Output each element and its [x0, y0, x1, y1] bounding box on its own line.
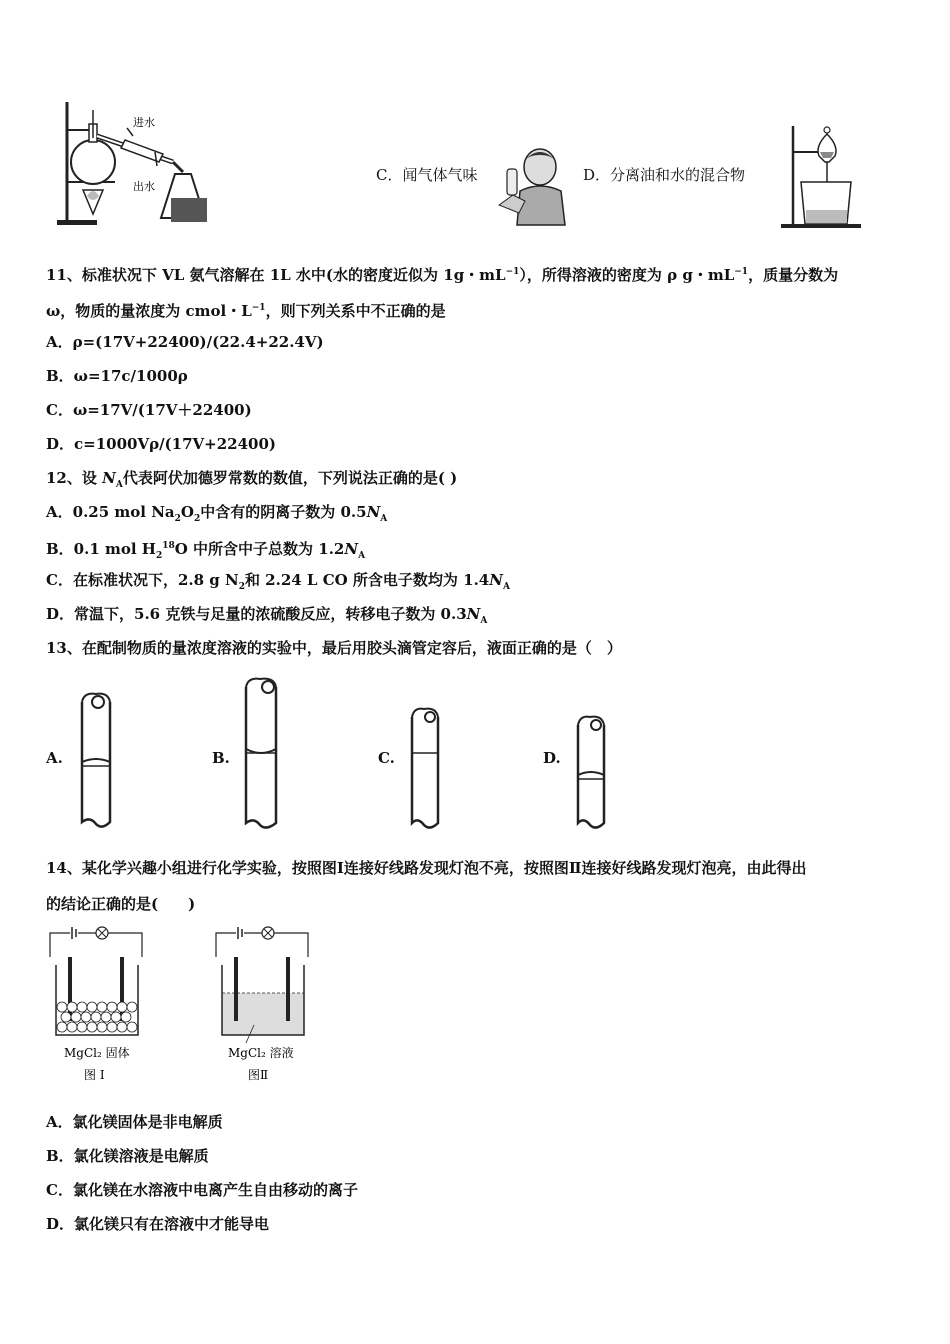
flask-neck-c: [408, 705, 444, 831]
conductivity-figure-2: [210, 925, 320, 1085]
q11-option-c: C．ω=17V/(17V＋22400): [46, 401, 252, 419]
fig1-caption: MgCl₂ 固体: [64, 1046, 130, 1060]
q13-label-c: C.: [378, 749, 395, 767]
q13-label-a: A.: [46, 749, 63, 767]
q13-stem: 13、在配制物质的量浓度溶液的实验中，最后用胶头滴管定容后，液面正确的是（ ）: [46, 639, 622, 657]
q12-option-a: A．0.25 mol $Na_2O_2$中含有的阴离子数为 $0.5N_A$: [46, 503, 388, 524]
q14-option-a: A．氯化镁固体是非电解质: [46, 1113, 223, 1131]
q14-stem-line2: 的结论正确的是( ): [46, 895, 196, 913]
q13-label-d: D.: [543, 749, 561, 767]
q14-option-b: B．氯化镁溶液是电解质: [46, 1147, 209, 1165]
q11-option-a: A．ρ=(17V+22400)/(22.4+22.4V): [46, 333, 324, 351]
q11-stem-line1: 11、标准状况下 VL 氨气溶解在 1L 水中(水的密度近似为 1g・$mL^{-1}$），所得溶液的密度为 ρ g・$mL^{-1}$，质量分数为: [46, 266, 839, 284]
flask-neck-d: [574, 713, 610, 831]
fig1-label: 图 I: [84, 1068, 105, 1082]
q11-option-d: D．c=1000Vρ/(17V+22400): [46, 435, 277, 453]
q12-option-b: B．0.1 mol $H_2^{18}O$ 中所含中子总数为 $1.2N_A$: [46, 540, 366, 561]
flask-neck-b: [242, 675, 284, 833]
water-out-label: 出水: [133, 180, 155, 193]
q10-option-d: D．分离油和水的混合物: [583, 166, 746, 184]
q13-label-b: B.: [212, 749, 230, 767]
water-in-label: 进水: [133, 116, 155, 129]
distillation-apparatus-figure: [55, 100, 215, 230]
q12-stem: 12、设 $N_A$代表阿伏加德罗常数的数值，下列说法正确的是( ): [46, 469, 458, 490]
q14-option-c: C．氯化镁在水溶液中电离产生自由移动的离子: [46, 1181, 358, 1199]
q12-option-d: D．常温下，5.6 克铁与足量的浓硫酸反应，转移电子数为 $0.3N_A$: [46, 605, 488, 626]
q14-option-d: D．氯化镁只有在溶液中才能导电: [46, 1215, 270, 1233]
q10-option-c: C．闻气体气味: [376, 166, 478, 184]
flask-neck-a: [78, 690, 118, 832]
fig2-label: 图Ⅱ: [248, 1068, 269, 1082]
q12-option-c: C．在标准状况下，2.8 g $N_2$和 2.24 L CO 所含电子数均为 $1.4N_A$: [46, 571, 510, 592]
q14-stem-line1: 14、某化学兴趣小组进行化学实验，按照图Ⅰ连接好线路发现灯泡不亮，按照图Ⅱ连接好线路发现灯泡亮，由此得出: [46, 859, 807, 877]
fig2-caption: MgCl₂ 溶液: [228, 1046, 294, 1060]
conductivity-figure-1: [44, 925, 154, 1085]
q11-option-b: B．ω=17c/1000ρ: [46, 367, 188, 385]
smelling-gas-figure: [495, 145, 570, 230]
separatory-funnel-figure: [775, 122, 865, 232]
q11-stem-line2: ω，物质的量浓度为 cmol・$L^{-1}$，则下列关系中不正确的是: [46, 302, 446, 320]
